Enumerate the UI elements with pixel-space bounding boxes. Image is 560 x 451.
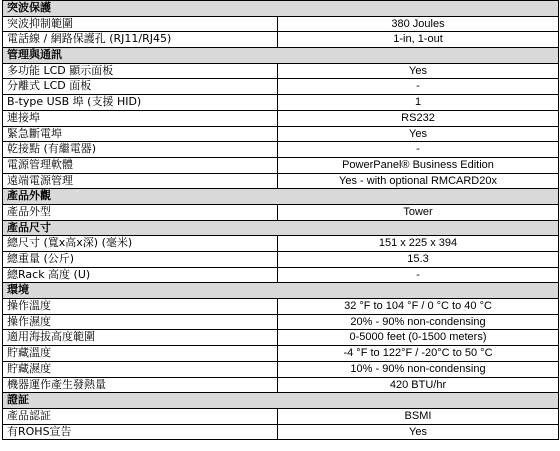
- spec-value: 20% - 90% non-condensing: [278, 315, 559, 330]
- spec-value: 10% - 90% non-condensing: [278, 362, 559, 377]
- section-header: 環境: [3, 283, 559, 299]
- spec-row: [3, 330, 559, 346]
- spec-row: [3, 409, 559, 425]
- spec-table: [2, 0, 559, 440]
- spec-label: 貯藏濕度: [3, 362, 278, 377]
- spec-row: [3, 95, 559, 111]
- spec-row: [3, 142, 559, 158]
- section-header: 產品尺寸: [3, 221, 559, 237]
- section-header: 產品外觀: [3, 189, 559, 205]
- spec-label: 多功能 LCD 顯示面板: [3, 64, 278, 79]
- spec-row: [3, 17, 559, 33]
- spec-label: 總尺寸 (寬x高x深) (毫米): [3, 236, 278, 251]
- spec-label: 突波抑制範圍: [3, 17, 278, 32]
- spec-value: 32 °F to 104 °F / 0 °C to 40 °C: [278, 299, 559, 314]
- spec-row: [3, 315, 559, 331]
- spec-value: 0-5000 feet (0-1500 meters): [278, 330, 559, 345]
- spec-label: 操作溫度: [3, 299, 278, 314]
- spec-row: [3, 268, 559, 284]
- spec-label: 緊急斷電埠: [3, 127, 278, 142]
- spec-value: -: [278, 79, 559, 94]
- spec-label: 電源管理軟體: [3, 158, 278, 173]
- spec-value: -4 °F to 122°F / -20°C to 50 °C: [278, 346, 559, 361]
- spec-value: 151 x 225 x 394: [278, 236, 559, 251]
- spec-label: 連接埠: [3, 111, 278, 126]
- spec-row: [3, 174, 559, 190]
- spec-row: [3, 79, 559, 95]
- spec-value: Yes: [278, 425, 559, 440]
- spec-label: B-type USB 埠 (支援 HID): [3, 95, 278, 110]
- spec-value: Tower: [278, 205, 559, 220]
- spec-label: 產品認証: [3, 409, 278, 424]
- spec-label: 總Rack 高度 (U): [3, 268, 278, 283]
- spec-value: -: [278, 268, 559, 283]
- spec-value: 1: [278, 95, 559, 110]
- spec-row: [3, 236, 559, 252]
- spec-row: [3, 378, 559, 394]
- spec-row: [3, 205, 559, 221]
- spec-row: [3, 158, 559, 174]
- spec-value: -: [278, 142, 559, 157]
- spec-label: 乾接點 (有繼電器): [3, 142, 278, 157]
- spec-value: 15.3: [278, 252, 559, 267]
- spec-value: Yes: [278, 64, 559, 79]
- section-header: 證証: [3, 393, 559, 409]
- spec-row: [3, 64, 559, 80]
- spec-row: [3, 346, 559, 362]
- spec-value: BSMI: [278, 409, 559, 424]
- section-header: 突波保護: [3, 1, 559, 17]
- spec-value: 1-in, 1-out: [278, 32, 559, 47]
- spec-label: 電話線 / 網路保護孔 (RJ11/RJ45): [3, 32, 278, 47]
- spec-label: 機器運作產生發熱量: [3, 378, 278, 393]
- spec-label: 遠端電源管理: [3, 174, 278, 189]
- spec-label: 有ROHS宣告: [3, 425, 278, 440]
- spec-label: 總重量 (公斤): [3, 252, 278, 267]
- spec-row: [3, 425, 559, 441]
- spec-row: [3, 299, 559, 315]
- spec-value: Yes - with optional RMCARD20x: [278, 174, 559, 189]
- spec-value: PowerPanel® Business Edition: [278, 158, 559, 173]
- spec-label: 分離式 LCD 面板: [3, 79, 278, 94]
- spec-value: 380 Joules: [278, 17, 559, 32]
- spec-value: 420 BTU/hr: [278, 378, 559, 393]
- spec-label: 貯藏溫度: [3, 346, 278, 361]
- spec-label: 適用海拔高度範圍: [3, 330, 278, 345]
- spec-row: [3, 362, 559, 378]
- spec-label: 產品外型: [3, 205, 278, 220]
- spec-label: 操作濕度: [3, 315, 278, 330]
- spec-value: Yes: [278, 127, 559, 142]
- spec-row: [3, 32, 559, 48]
- section-header: 管理與通訊: [3, 48, 559, 64]
- spec-row: [3, 252, 559, 268]
- spec-value: RS232: [278, 111, 559, 126]
- spec-row: [3, 127, 559, 143]
- spec-row: [3, 111, 559, 127]
